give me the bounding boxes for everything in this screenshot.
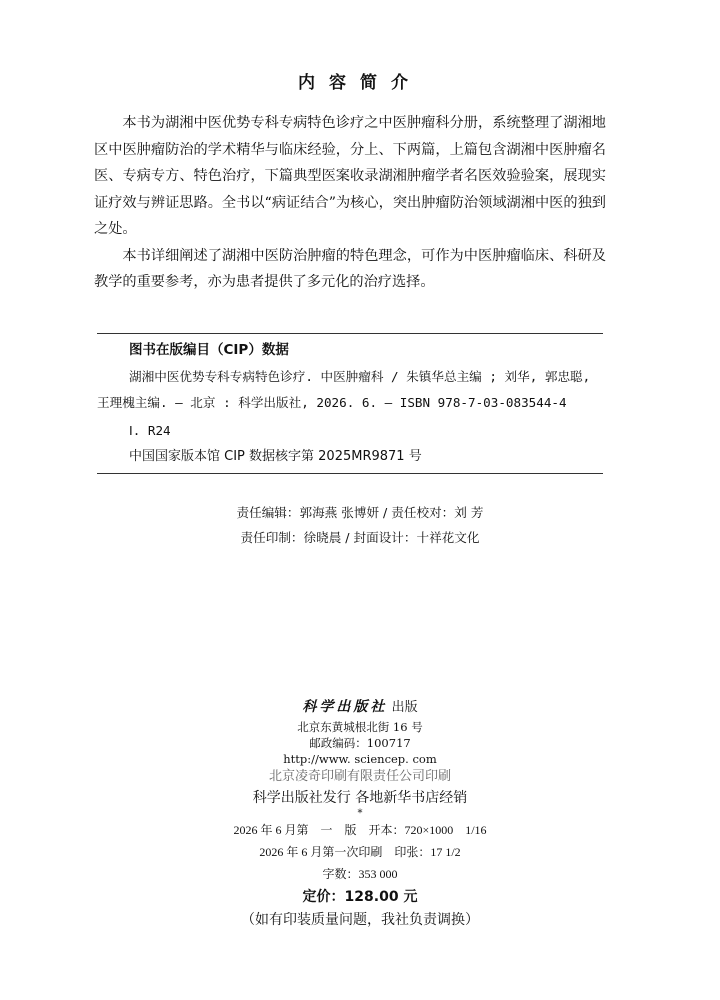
publisher-address: 北京东黄城根北街 16 号 xyxy=(297,720,423,734)
intro-paragraph-1: 本书为湖湘中医优势专科专病特色诊疗之中医肿瘤科分册，系统整理了湖湘地区中医肿瘤防治的学术精华与临床经验，分上、下两篇，上篇包含湖湘中医肿瘤名医、专病专方、特色治疗，下篇典型医案收录湖湘肿瘤学者名医效验验案，展现实证疗效与辨证思路。全书以“病证结合”为核心，突出肿瘤防治领域湖湘中医的独到之处。 xyxy=(94,115,606,237)
intro-paragraph-2: 本书详细阐述了湖湘中医防治肿瘤的特色理念，可作为中医肿瘤临床、科研及教学的重要参考，亦为患者提供了多元化的治疗选择。 xyxy=(94,247,606,290)
cip-verification: 中国国家版本馆 CIP 数据核字第 2025MR9871 号 xyxy=(129,449,422,464)
spec-edition: 2026 年 6 月第 一 版 开本：720×1000 1/16 xyxy=(233,823,487,837)
distribution: 科学出版社发行 各地新华书店经销 xyxy=(252,790,468,806)
spec-word-count: 字数：353 000 xyxy=(322,867,398,881)
publisher-url: http://www. sciencep. com xyxy=(283,752,437,766)
editorial-credits xyxy=(0,500,720,550)
publication-info xyxy=(0,696,720,931)
page-title: 内容简介 xyxy=(298,73,422,93)
cip-classification: Ⅰ. R24 xyxy=(129,423,171,438)
quality-note: （如有印装质量问题，我社负责调换） xyxy=(241,912,479,928)
separator-star: * xyxy=(357,808,363,819)
publisher-postcode: 邮政编码：100717 xyxy=(309,736,411,750)
credits-line-2: 责任印制：徐晓晨 / 封面设计：十祥花文化 xyxy=(240,530,480,545)
intro-text xyxy=(94,110,606,296)
cip-block xyxy=(97,333,603,474)
price: 定价：128.00 元 xyxy=(302,889,418,905)
spec-printing: 2026 年 6 月第一次印刷 印张：17 1/2 xyxy=(259,845,461,859)
credits-line-1: 责任编辑：郭海燕 张博妍 / 责任校对：刘 芳 xyxy=(236,505,484,520)
publisher-name: 科学出版社 xyxy=(302,699,388,715)
publisher-line xyxy=(0,696,720,719)
publisher-suffix: 出版 xyxy=(391,700,418,715)
printer: 北京凌奇印刷有限责任公司印刷 xyxy=(268,769,451,784)
cip-heading: 图书在版编目（CIP）数据 xyxy=(129,342,289,358)
cip-record: 湖湘中医优势专科专病特色诊疗. 中医肿瘤科 / 朱镇华总主编 ; 刘华, 郭忠聪, 王理槐主编. — 北京 : 科学出版社, 2026. 6. — ISBN 978-7-03-083544-4 xyxy=(97,369,591,410)
